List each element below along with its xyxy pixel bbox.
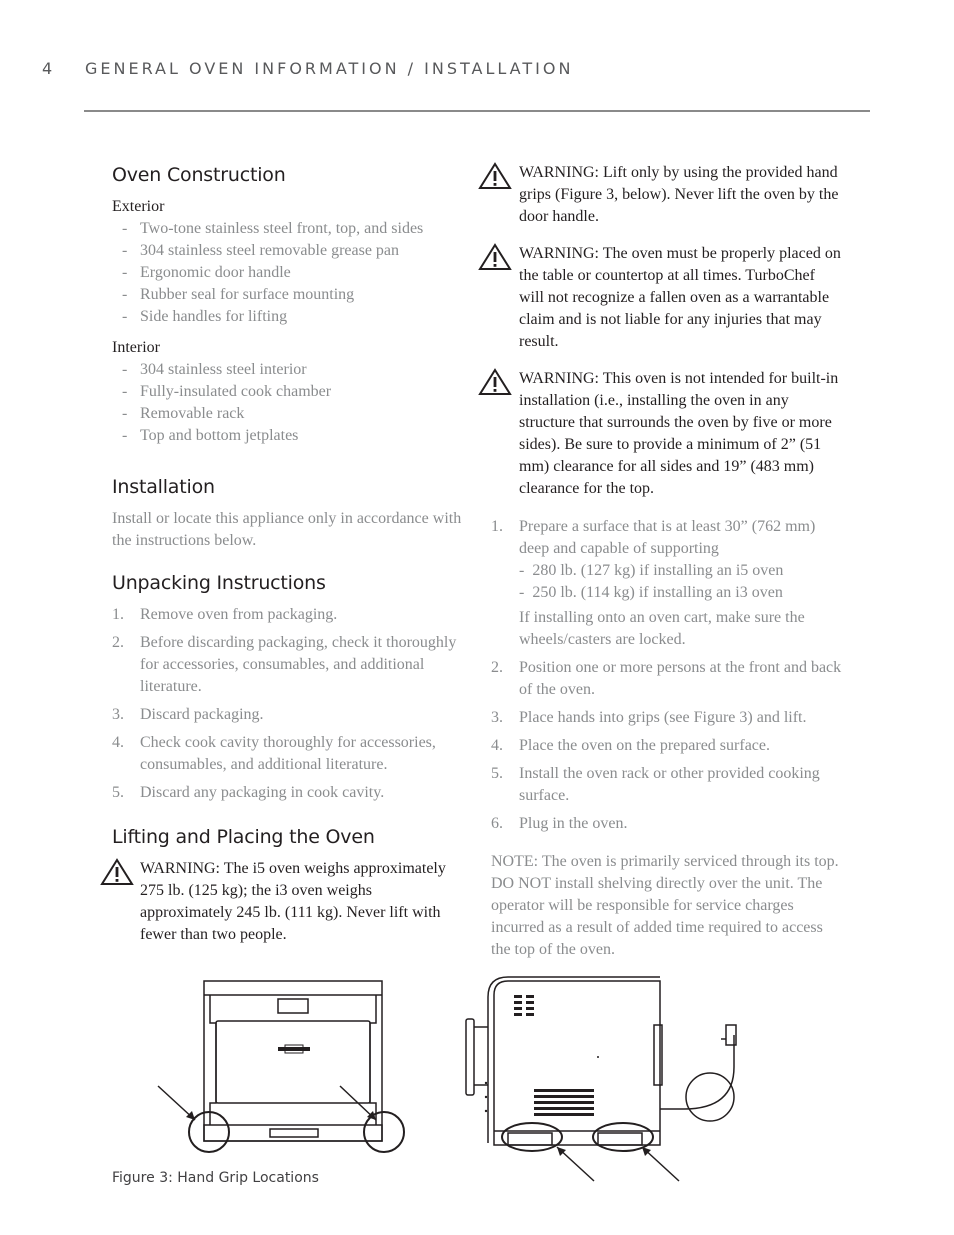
interior-list xyxy=(112,359,464,447)
installation-steps xyxy=(478,516,842,835)
oven-construction-heading: Oven Construction xyxy=(112,164,286,186)
page-number: 4 xyxy=(42,59,53,78)
warning-placement: WARNING: The oven must be properly placed on the table or countertop at all times. TurboChef will not recognize a fallen oven as a warrantable claim and is not liable for any injuries that may result. xyxy=(478,243,842,353)
list-item: 1. Remove oven from packaging. xyxy=(112,606,338,623)
list-item: - Ergonomic door handle xyxy=(122,264,291,281)
lifting-warning: WARNING: The i5 oven weighs approximately 275 lb. (125 kg); the i3 oven weighs approximately 245 lb. (111 kg). Never lift with fewer than two people. xyxy=(100,858,464,946)
exterior-label: Exterior xyxy=(112,198,165,215)
list-item: - 304 stainless steel removable grease pan xyxy=(122,242,400,259)
list-item: 6. Plug in the oven. xyxy=(491,815,628,832)
list-item: - Fully-insulated cook chamber xyxy=(122,383,332,400)
list-item: - Two-tone stainless steel front, top, and sides xyxy=(122,220,424,237)
warning-built-in: WARNING: This oven is not intended for built-in installation (i.e., installing the oven in any structure that surrounds the oven by five or more sides). Be sure to provide a minimum of 2” (51 mm) clearance for all sides and 19” (483 mm) clearance for the top. xyxy=(478,368,842,500)
installation-heading: Installation xyxy=(112,476,215,498)
running-header xyxy=(42,59,573,78)
service-note: NOTE: The oven is primarily serviced through its top. DO NOT install shelving directly over the unit. The operator will be responsible for service charges incurred as a result of added time required to access the top of the oven. xyxy=(491,853,839,958)
list-item: 2. Before discarding packaging, check it thoroughly for accessories, consumables, and additional literature. xyxy=(112,634,457,695)
section-title: GENERAL OVEN INFORMATION / INSTALLATION xyxy=(85,59,574,78)
list-item: - Rubber seal for surface mounting xyxy=(122,286,355,303)
list-item: 4. Check cook cavity thoroughly for accessories, consumables, and additional literature. xyxy=(112,734,436,773)
warning-triangle-icon xyxy=(478,162,512,190)
warning-triangle-icon xyxy=(478,368,512,396)
lifting-heading: Lifting and Placing the Oven xyxy=(112,826,375,848)
unpacking-heading: Unpacking Instructions xyxy=(112,572,326,594)
list-item: - Top and bottom jetplates xyxy=(122,427,299,444)
list-item: - Side handles for lifting xyxy=(122,308,288,325)
list-item: 5. Discard any packaging in cook cavity. xyxy=(112,784,385,801)
right-column xyxy=(478,162,842,961)
figure-caption: Figure 3: Hand Grip Locations xyxy=(112,1170,319,1186)
list-item: 3. Discard packaging. xyxy=(112,706,264,723)
interior-label: Interior xyxy=(112,339,160,356)
warning-triangle-icon xyxy=(478,243,512,271)
list-item: - 304 stainless steel interior xyxy=(122,361,307,378)
installation-text: Install or locate this appliance only in accordance with the instructions below. xyxy=(112,510,462,549)
step-note: If installing onto an oven cart, make sure the wheels/casters are locked. xyxy=(519,609,805,648)
list-item: 5. Install the oven rack or other provided cooking surface. xyxy=(491,765,820,804)
oven-front-view-figure xyxy=(150,975,410,1155)
oven-side-view-figure xyxy=(460,975,740,1187)
warning-triangle-icon xyxy=(100,858,134,886)
warning-grips: WARNING: Lift only by using the provided hand grips (Figure 3, below). Never lift the oven by the door handle. xyxy=(478,162,842,228)
left-column xyxy=(112,162,464,946)
header-rule xyxy=(84,110,870,112)
list-item: 4. Place the oven on the prepared surface. xyxy=(491,737,770,754)
sub-item: - 280 lb. (127 kg) if installing an i5 oven xyxy=(519,562,784,579)
exterior-list xyxy=(112,218,464,328)
list-item: 2. Position one or more persons at the front and back of the oven. xyxy=(491,659,842,698)
unpacking-steps xyxy=(112,604,464,804)
sub-item: - 250 lb. (114 kg) if installing an i3 oven xyxy=(519,584,783,601)
list-item: 1. Prepare a surface that is at least 30” (762 mm) deep and capable of supporting - 280 lb. (127 kg) if installing an i5 oven - 250 lb. (114 kg) if installing an i3 oven If installing onto an oven cart, make sure the wheels/casters are locked. xyxy=(491,516,842,651)
list-item: - Removable rack xyxy=(122,405,245,422)
list-item: 3. Place hands into grips (see Figure 3) and lift. xyxy=(491,709,807,726)
